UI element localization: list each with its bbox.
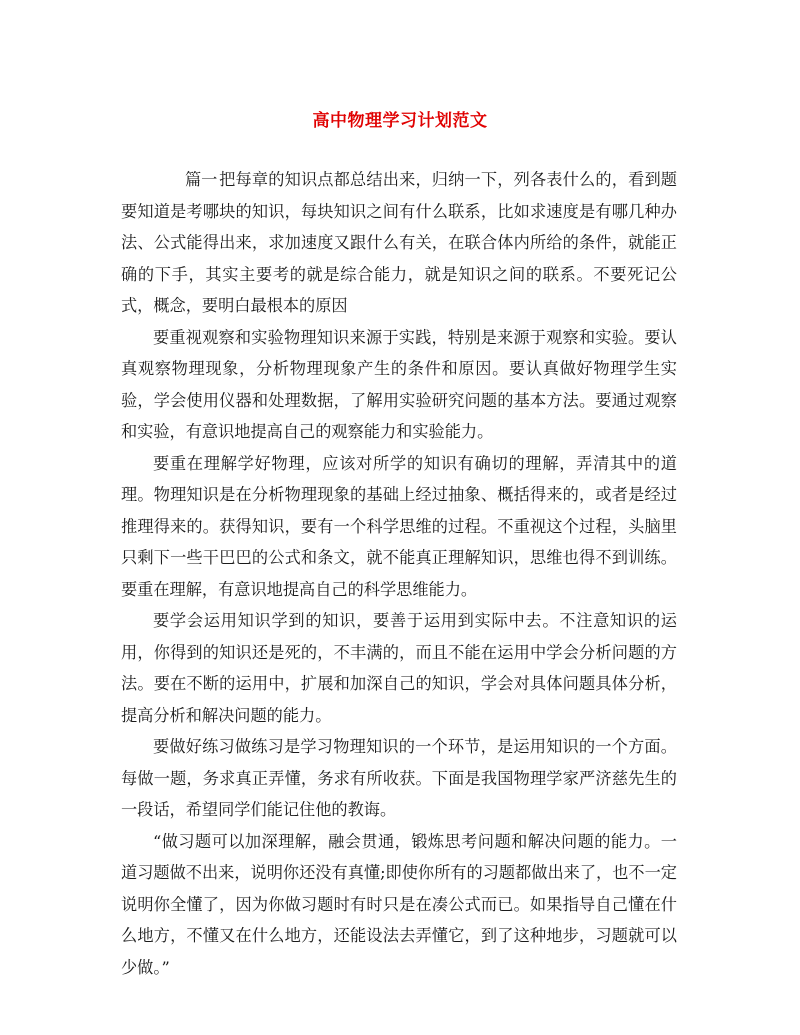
section-label: 篇一 <box>185 170 218 189</box>
paragraph-6-quote: “做习题可以加深理解，融会贯通，锻炼思考问题和解决问题的能力。一道习题做不出来，说明你还没有真懂;即使你所有的习题都做出来了，也不一定说明你全懂了，因为你做习题时有时只是在凑公式而已。如果指导自己懂在什么地方，不懂又在什么地方，还能设法去弄懂它，到了这种地步，习题就可以少做。” <box>121 831 677 977</box>
paragraph-3: 要重在理解学好物理，应该对所学的知识有确切的理解，弄清其中的道理。物理知识是在分析物理现象的基础上经过抽象、概括得来的，或者是经过推理得来的。获得知识，要有一个科学思维的过程。不重视这个过程，头脑里只剩下一些干巴巴的公式和条文，就不能真正理解知识，思维也得不到训练。要重在理解，有意识地提高自己的科学思维能力。 <box>121 453 677 599</box>
paragraph-2: 要重视观察和实验物理知识来源于实践，特别是来源于观察和实验。要认真观察物理现象，分析物理现象产生的条件和原因。要认真做好物理学生实验，学会使用仪器和处理数据，了解用实验研究问题的基本方法。要通过观察和实验，有意识地提高自己的观察能力和实验能力。 <box>121 327 677 441</box>
paragraph-5: 要做好练习做练习是学习物理知识的一个环节，是运用知识的一个方面。每做一题，务求真正弄懂，务求有所收获。下面是我国物理学家严济慈先生的一段话，希望同学们能记住他的教诲。 <box>121 737 677 819</box>
paragraph-1 <box>121 164 677 322</box>
paragraph-1-text: 把每章的知识点都总结出来，归纳一下，列各表什么的，看到题要知道是考哪块的知识，每块知识之间有什么联系，比如求速度是有哪几种办法、公式能得出来，求加速度又跟什么有关，在联合体内所给的条件，就能正确的下手，其实主要考的就是综合能力，就是知识之间的联系。不要死记公式，概念，要明白最根本的原因 <box>121 170 677 315</box>
document-title: 高中物理学习计划范文 <box>312 111 488 131</box>
document-body <box>121 164 677 983</box>
paragraph-4: 要学会运用知识学到的知识，要善于运用到实际中去。不注意知识的运用，你得到的知识还是死的，不丰满的，而且不能在运用中学会分析问题的方法。要在不断的运用中，扩展和加深自己的知识，学会对具体问题具体分析，提高分析和解决问题的能力。 <box>121 611 677 725</box>
